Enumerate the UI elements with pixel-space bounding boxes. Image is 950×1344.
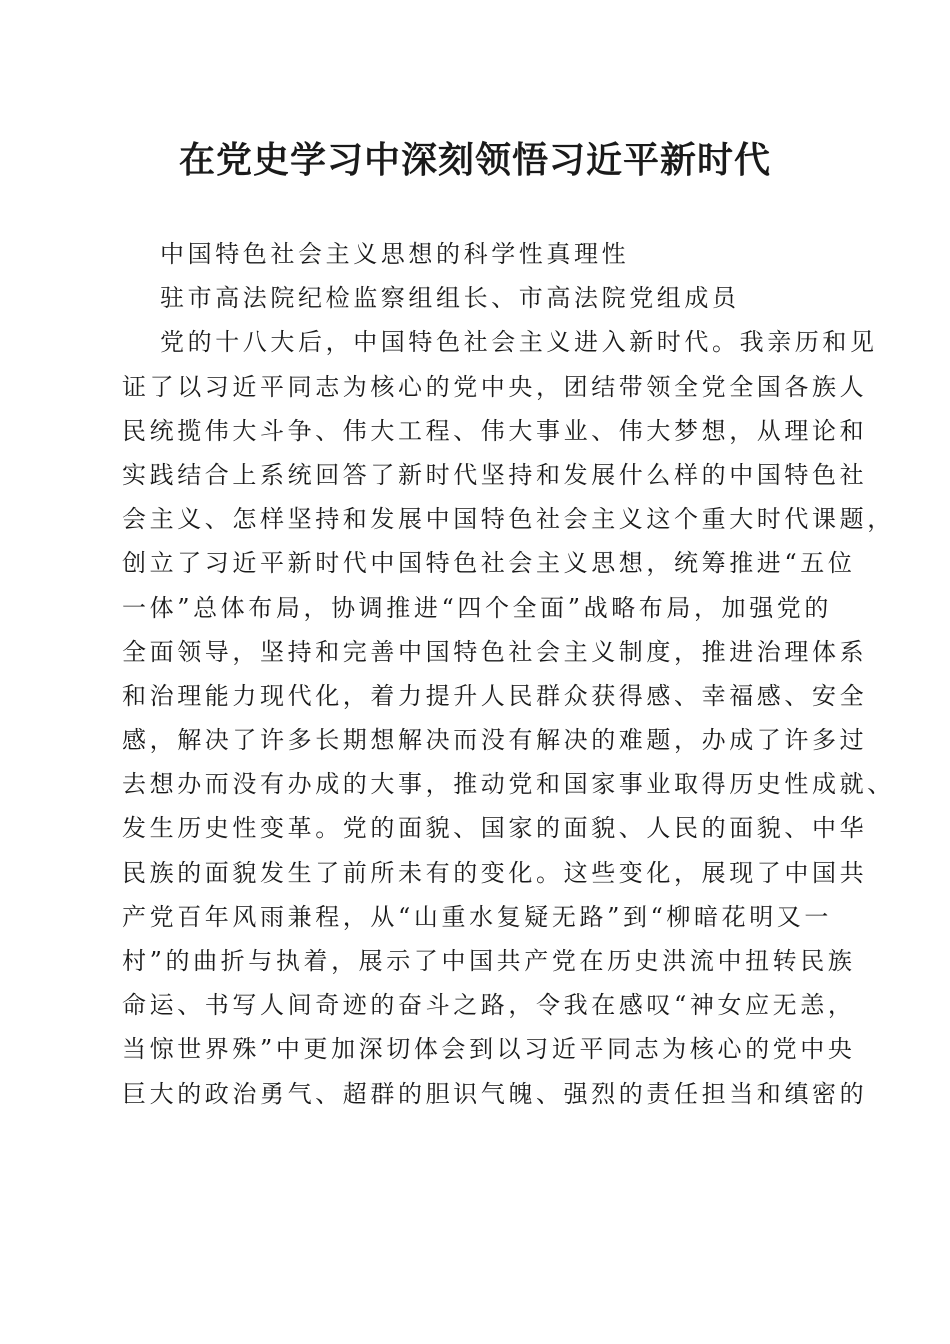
subtitle-line: 中国特色社会主义思想的科学性真理性 — [160, 240, 630, 268]
paragraph-line: 会主义、怎样坚持和发展中国特色社会主义这个重大时代课题， — [122, 505, 895, 534]
paragraph-line: 当惊世界殊”中更加深切体会到以习近平同志为核心的党中央 — [122, 1035, 856, 1064]
paragraph-line: 民族的面貌发生了前所未有的变化。这些变化，展现了中国共 — [122, 858, 868, 887]
paragraph-line: 一体”总体布局，协调推进“四个全面”战略布局，加强党的 — [122, 593, 833, 622]
paragraph-line: 去想办而没有办成的大事，推动党和国家事业取得历史性成就、 — [122, 770, 895, 799]
paragraph-line: 命运、书写人间奇迹的奋斗之路，令我在感叹“神女应无恙， — [122, 991, 856, 1020]
document-title: 在党史学习中深刻领悟习近平新时代 — [178, 139, 771, 181]
author-line: 驻市高法院纪检监察组组长、市高法院党组成员 — [160, 284, 740, 313]
paragraph-line: 产党百年风雨兼程，从“山重水复疑无路”到“柳暗花明又一 — [122, 902, 833, 931]
paragraph-line: 实践结合上系统回答了新时代坚持和发展什么样的中国特色社 — [122, 460, 868, 489]
document-body — [122, 232, 895, 1116]
paragraph-line: 发生历史性变革。党的面貌、国家的面貌、人民的面貌、中华 — [122, 814, 868, 843]
paragraph-line: 感，解决了许多长期想解决而没有解决的难题，办成了许多过 — [122, 726, 868, 755]
paragraph-line: 和治理能力现代化，着力提升人民群众获得感、幸福感、安全 — [122, 681, 868, 710]
paragraph-line: 全面领导，坚持和完善中国特色社会主义制度，推进治理体系 — [122, 637, 868, 666]
paragraph-line: 村”的曲折与执着，展示了中国共产党在历史洪流中扭转民族 — [122, 947, 856, 975]
paragraph-line: 党的十八大后，中国特色社会主义进入新时代。我亲历和见 — [160, 328, 878, 357]
paragraph-line: 民统揽伟大斗争、伟大工程、伟大事业、伟大梦想，从理论和 — [122, 416, 868, 445]
paragraph-line: 证了以习近平同志为核心的党中央，团结带领全党全国各族人 — [122, 372, 868, 401]
paragraph-line: 创立了习近平新时代中国特色社会主义思想，统筹推进“五位 — [122, 549, 856, 578]
paragraph-line: 巨大的政治勇气、超群的胆识气魄、强烈的责任担当和缜密的 — [122, 1079, 868, 1108]
